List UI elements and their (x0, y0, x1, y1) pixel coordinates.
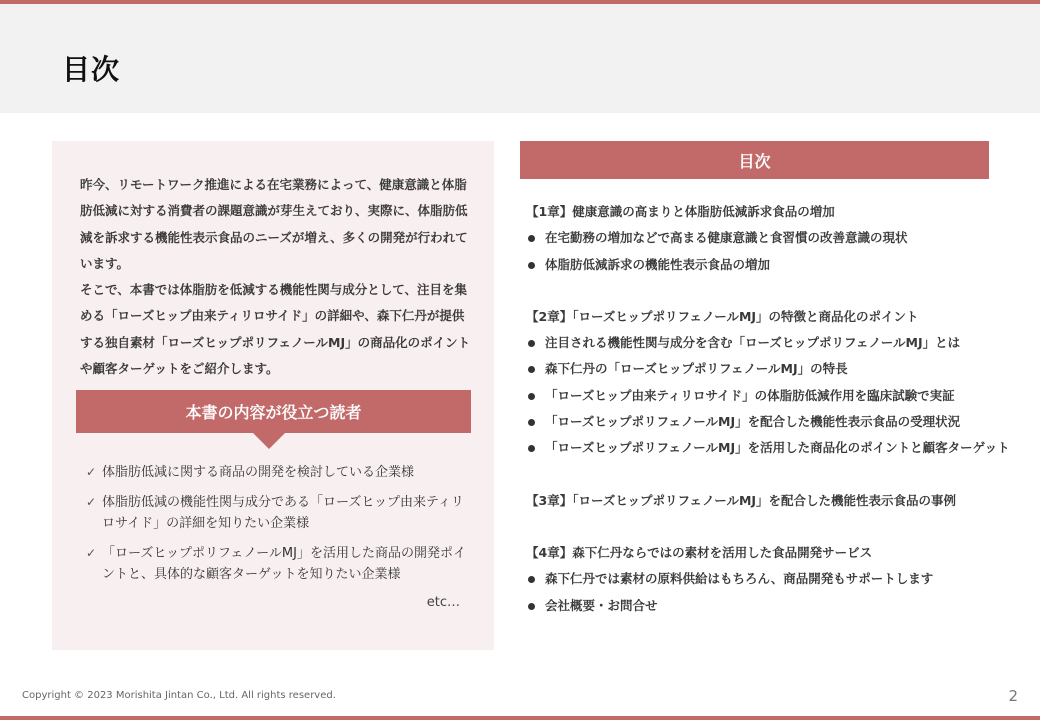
toc-item: 「ローズヒップポリフェノールMJ」を配合した機能性表示食品の受理状況 (526, 409, 1026, 435)
page-title: 目次 (62, 53, 121, 86)
toc-item: 体脂肪低減訴求の機能性表示食品の増加 (526, 252, 1026, 278)
intro-panel (52, 141, 494, 650)
toc-item: 在宅勤務の増加などで高まる健康意識と食習慣の改善意識の現状 (526, 225, 1026, 251)
toc-item: 注目される機能性関与成分を含む「ローズヒップポリフェノールMJ」とは (526, 330, 1026, 356)
readers-list-item: ✓ 体脂肪低減の機能性関与成分である「ローズヒップ由来ティリロサイド」の詳細を知りたい企業様 (86, 492, 466, 534)
readers-list-item: ✓ 「ローズヒップポリフェノールMJ」を活用した商品の開発ポイントと、具体的な顧客ターゲットを知りたい企業様 (86, 543, 466, 585)
toc-chapter-4 (526, 540, 1026, 619)
toc-chapter-2 (526, 304, 1026, 462)
intro-text (80, 172, 472, 382)
etc-label: etc… (426, 595, 460, 610)
page-number: 2 (1008, 687, 1018, 705)
toc-chapter-1 (526, 199, 1026, 278)
chapter-title: 【2章】「ローズヒップポリフェノールMJ」の特徴と商品化のポイント (526, 308, 919, 324)
readers-banner: 本書の内容が役立つ読者 (76, 390, 471, 433)
toc-chapter-3 (526, 488, 1026, 514)
readers-list-item: ✓ 体脂肪低減に関する商品の開発を検討している企業様 (86, 462, 466, 483)
toc-item: 森下仁丹では素材の原料供給はもちろん、商品開発もサポートします (526, 566, 1026, 592)
chapter-title: 【3章】「ローズヒップポリフェノールMJ」を配合した機能性表示食品の事例 (526, 492, 957, 508)
check-icon: ✓ (86, 465, 97, 479)
chapter-title: 【1章】健康意識の高まりと体脂肪低減訴求食品の増加 (526, 204, 835, 219)
toc-item: 森下仁丹の「ローズヒップポリフェノールMJ」の特長 (526, 356, 1026, 382)
check-icon: ✓ (86, 546, 97, 560)
intro-paragraph-1: 昨今、リモートワーク推進による在宅業務によって、健康意識と体脂肪低減に対する消費者の課題意識が芽生えており、実際に、体脂肪低減を訴求する機能性表示食品のニーズが増え、多くの開発が行われています。 (80, 177, 468, 271)
check-icon: ✓ (86, 495, 97, 509)
toc-banner: 目次 (520, 141, 989, 179)
chapter-title: 【4章】森下仁丹ならではの素材を活用した食品開発サービス (526, 544, 873, 560)
bottom-accent-bar (0, 716, 1040, 720)
toc-item: 「ローズヒップ由来ティリロサイド」の体脂肪低減作用を臨床試験で実証 (526, 383, 1026, 409)
readers-banner-arrow (253, 433, 285, 449)
intro-paragraph-2: そこで、本書では体脂肪を低減する機能性関与成分として、注目を集める「ローズヒップ由来ティリロサイド」の詳細や、森下仁丹が提供する独自素材「ローズヒップポリフェノールMJ」の商品化のポイントや顧客ターゲットをご紹介します。 (80, 282, 471, 377)
toc-item: 「ローズヒップポリフェノールMJ」を活用した商品化のポイントと顧客ターゲット (526, 435, 1026, 461)
header (0, 4, 1040, 113)
toc-item: 会社概要・お問合せ (526, 593, 1026, 619)
readers-list (86, 462, 466, 594)
copyright: Copyright © 2023 Morishita Jintan Co., Ltd. All rights reserved. (22, 690, 336, 701)
table-of-contents (526, 199, 1026, 645)
